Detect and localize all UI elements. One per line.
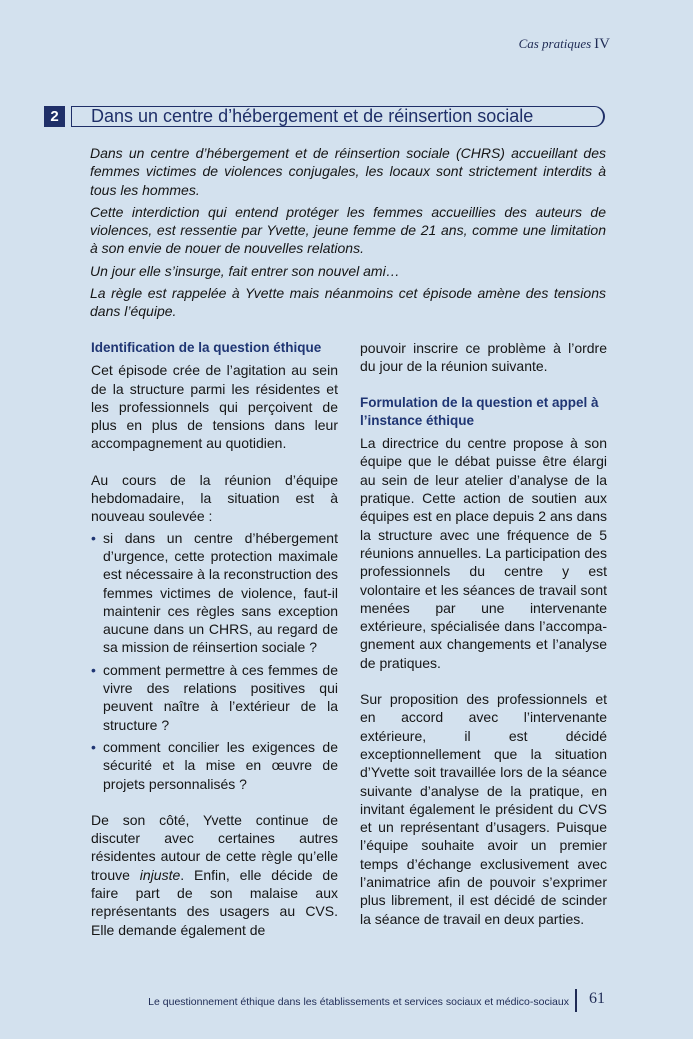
section-title-box: [71, 106, 605, 127]
right-paragraph-2: Sur proposition des professionnels et en accord avec l’intervenante extérieure, il est décidé exceptionnellement que la situation d’Yvette soit travaillée lors de la séance suivante d’analyse de la pratique, en invitant également le président du CVS et un représentant d’usagers. Puisque l’équipe souhaite avoir un premier temps d’échange exclusivement avec l’animatrice afin de pouvoir s’exprimer plus librement, il est décidé de scinder la séance de travail en deux parties.: [360, 691, 607, 927]
section-title: Dans un centre d’hébergement et de réinsertion sociale: [91, 106, 534, 126]
left-paragraph-1: Cet épisode crée de l’agitation au sein de la structure parmi les résidentes et les professionnels qui perçoivent de plus en plus de tensions dans leur accompagnement au quotidien.: [91, 362, 338, 452]
intro-paragraph: La règle est rappelée à Yvette mais néanmoins cet épisode amène des tensions dans l’équipe.: [90, 285, 606, 320]
paragraph-text: . Enfin, elle décide de faire part de son malaise aux représentants des usagers au CVS. Elle demande également de: [91, 866, 338, 938]
right-column: [360, 339, 607, 928]
running-head: [519, 36, 610, 53]
list-item: [91, 738, 338, 793]
intro-paragraph: Un jour elle s’insurge, fait entrer son nouvel ami…: [90, 262, 400, 279]
running-head-text: Cas pratiques: [518, 36, 592, 51]
list-item: [91, 529, 338, 657]
footer-divider: [575, 989, 577, 1012]
intro-text: [90, 144, 606, 325]
running-head-roman-numeral: IV: [594, 36, 610, 52]
right-paragraph-1: La directrice du centre propose à son équipe que le débat puisse être élargi au sein de leur atelier d’analyse de la pratique. Cette action de soutien aux équipes est en place depuis 2 ans dans la structure avec une fréquence de 5 réunions annuelles. La participation des professionnels du centre y est volontaire et les séances de travail sont menées par une intervenante extérieure, spécialisée dans l’accompa-gnement aux changements et l’analyse de pratiques.: [360, 435, 607, 671]
list-item: [91, 661, 338, 734]
intro-paragraph: Cette interdiction qui entend protéger les femmes accueillies des auteurs de violences, est ressentie par Yvette, jeune femme de 21 ans, comme une limitation à son envie de nouer de nouvelles relations.: [90, 203, 606, 257]
right-column-heading: Formulation de la question et appel à l’instance éthique: [360, 394, 599, 428]
intro-paragraph: Dans un centre d’hébergement et de réinsertion sociale (CHRS) accueillant des femmes victimes de violences conjugales, les locaux sont strictement interdits à tous les hommes.: [90, 145, 606, 198]
emphasis-text: injuste: [139, 866, 181, 883]
section-number: 2: [44, 106, 65, 127]
page-number: 61: [589, 990, 605, 1007]
paragraph-text: De son côté, Yvette continue de discuter avec certaines autres résidentes autour de cette règle qu’elle trouve: [91, 811, 338, 883]
left-column-heading: Identification de la question éthique: [91, 340, 322, 355]
list-item-text: comment permettre à ces femmes de vivre des relations positives qui peuvent naître à l’extérieur de la structure ?: [103, 661, 338, 733]
section-heading: [44, 106, 605, 127]
right-paragraph-continued: pouvoir inscrire ce problème à l’ordre du jour de la réunion suivante.: [360, 340, 607, 375]
list-item-text: comment concilier les exigences de sécurité et la mise en œuvre de projets personnalisés ?: [103, 738, 338, 792]
question-list: [91, 529, 338, 793]
bullet-icon: •: [91, 661, 96, 678]
left-column: [91, 339, 338, 939]
bullet-icon: •: [91, 738, 96, 755]
left-paragraph-2: Au cours de la réunion d’équipe hebdomadaire, la situation est à nouveau soulevée :: [91, 471, 338, 525]
footer-text: Le questionnement éthique dans les établissements et services sociaux et médico-sociaux: [148, 996, 569, 1008]
list-item-text: si dans un centre d’hébergement d’urgence, cette protection maximale est nécessaire à la reconstruction des femmes victimes de violence, faut-il maintenir ces règles sans exception aucune dans un CHRS, au regard de sa mission de réinsertion sociale ?: [103, 529, 339, 656]
left-paragraph-3: [91, 811, 338, 939]
bullet-icon: •: [91, 529, 96, 546]
